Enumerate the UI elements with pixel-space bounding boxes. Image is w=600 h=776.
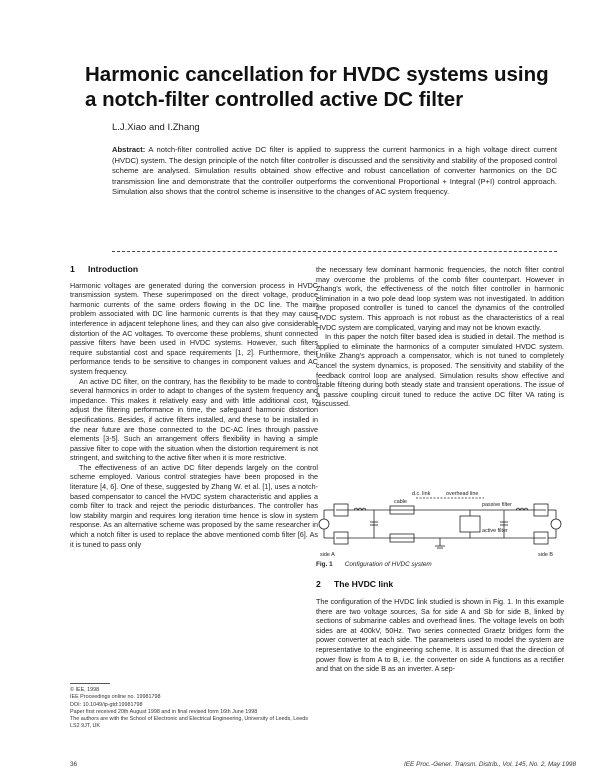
footnote-line: Paper first received 20th August 1998 and in final revised form 16th June 1998 <box>70 708 258 715</box>
left-column <box>70 265 318 549</box>
footnote-line: © IEE, 1998 <box>70 687 100 693</box>
footnotes <box>70 687 318 731</box>
section-heading-introduction <box>70 265 318 275</box>
hvdc-link-body <box>316 597 564 674</box>
footnote-line: DOI: 10.1049/ip-gtd:19981798 <box>70 701 143 708</box>
abstract-lead: Abstract: <box>112 145 146 154</box>
figure-caption <box>316 561 432 568</box>
footnote-line: The authors are with the School of Electronic and Electrical Engineering, University of Leeds, Leeds LS2 9JT, UK <box>70 716 308 730</box>
side-b-label: side B <box>538 552 553 558</box>
figure-hvdc-configuration <box>316 486 564 558</box>
intro-paragraph: The effectiveness of an active DC filter depends largely on the control scheme employed. Various control strategies have been proposed in the literature [4, 6]. One of these, suggested by Zhang W. et al. [1], uses a notch-based compensator to cancel the HVDC system characteristic and applies a comb filter to track and reject the periodic disturbances. The controller has low stability margin and requires long iteration time hence is slow in system response. As an alternative scheme was proposed by the same researcher in which a notch filter is used to replace the above mentioned comb filter [6]. As it is tuned to pass only <box>70 462 318 549</box>
footnote-line: IEE Proceedings online no. 19981798 <box>70 694 161 701</box>
cable-label: cable <box>394 499 407 505</box>
section-title: Introduction <box>88 264 139 274</box>
section-number: 2 <box>316 579 321 589</box>
intro-paragraph: An active DC filter, on the contrary, has the flexibility to be made to control several harmonics in order to adapt to changes of the system frequency and impedance. This makes it relatively easy and with little additional cost, to adjust the filtering performance in time, the safeguard harmonic distortion specifications. Besides, if active filters installed, and these to be installed in the near future are those connected to the DC-AC lines through passive elements [3-5]. Such an arrangement offers flexibility in having a simple passive filter to cope with the situation when the distortion requirement is not stringent, and switching to the active filter when it is more restrictive. <box>70 376 318 463</box>
footnote-divider <box>70 683 110 684</box>
section-number: 1 <box>70 264 75 274</box>
active-filter-label: active filter <box>482 528 508 534</box>
intro-continuation: the necessary few dominant harmonic frequencies, the notch filter control may overcome the problems of the comb filter counterpart. However in Zhang's work, the effectiveness of the notch filter controller in harmonic elimination in a two pole dead loop system was not investigated. In addition the proposed controller is tuned to cancel the dynamics of the controlled HVDC system. This approach is not robust as the characteristics of a real HVDC system are complicated, varying and may not be known exactly. <box>316 265 564 332</box>
abstract-text: A notch-filter controlled active DC filter is applied to suppress the current harmonics in a high voltage direct current (HVDC) system. The design principle of the notch filter controller is discussed and the sensitivity and stability of the proposed control scheme are analysed. Simulation results obtained show effective and robust cancellation of converter harmonics on the DC transmission line and demonstrate that the controller outperforms the conventional Proportional + Integral (P+I) control approach. Simulation also shows that the control scheme is insensitive to the changes of AC system frequency. <box>112 145 557 197</box>
author-list: L.J.Xiao and I.Zhang <box>112 122 200 133</box>
dc-link-label: d.c. link <box>412 491 431 497</box>
figure-label: Fig. 1 <box>316 561 333 568</box>
journal-reference: IEE Proc.-Gener. Transm. Distrib., Vol. 145, No. 2, May 1998 <box>404 761 577 768</box>
overhead-line-label: overhead line <box>446 491 479 497</box>
passive-filter-label: passive filter <box>482 502 512 508</box>
side-a-label: side A <box>320 552 335 558</box>
figure-caption-text: Configuration of HVDC system <box>344 561 432 568</box>
paper-title: Harmonic cancellation for HVDC systems using a notch-filter controlled active DC filter <box>85 63 549 111</box>
section-heading-hvdc-link <box>316 579 393 589</box>
intro-paragraph: Harmonic voltages are generated during the conversion process in HVDC transmission system. These superimposed on the direct voltage, produce harmonic currents of the same orders flowing in the DC line. The main problem associated with DC line harmonic currents is that they may cause interference in adjacent telephone lines, and they can also give considerable distortion of the AC voltages. To overcome these problems, shunt connected passive filters have been used in HVDC systems. However, such filters require substantial cost and space requirements [1, 2]. Furthermore, their performance tends to be sensitive to changes in component values and AC system frequency. <box>70 280 318 376</box>
abstract <box>112 145 557 198</box>
hvdc-link-paragraph: The configuration of the HVDC link studied is shown in Fig. 1. In this example there are two voltage sources, Sa for side A and Sb for side B, linked by sections of submarine cables and overhead lines. The voltage levels on both sides are at 400kV, 50Hz. Two series connected Graetz bridges form the power converter at each side. The parameters used to model the system are representative to the engineering scheme. It is assumed that the direction of power flow is from A to B, i.e. the converter on side A functions as a rectifier and that on the side B as an inverter. A sep- <box>316 597 564 674</box>
right-column <box>316 265 564 409</box>
intro-continuation: In this paper the notch filter based idea is studied in detail. The method is applied to eliminate the harmonics of a computer simulated HVDC system. Unlike Zhang's approach a compensator, which is not tuned to completely cancel the system dynamics, is proposed. The sensitivity and stability of the feedback control loop are analysed. Simulation results show effective and stable filtering during both steady state and transient operations. The issue of a passive coupling circuit tuned to reduce the active DC filter VA rating is discussed. <box>316 332 564 409</box>
page-number: 36 <box>70 761 78 768</box>
abstract-divider <box>112 251 557 252</box>
section-title: The HVDC link <box>334 579 394 589</box>
